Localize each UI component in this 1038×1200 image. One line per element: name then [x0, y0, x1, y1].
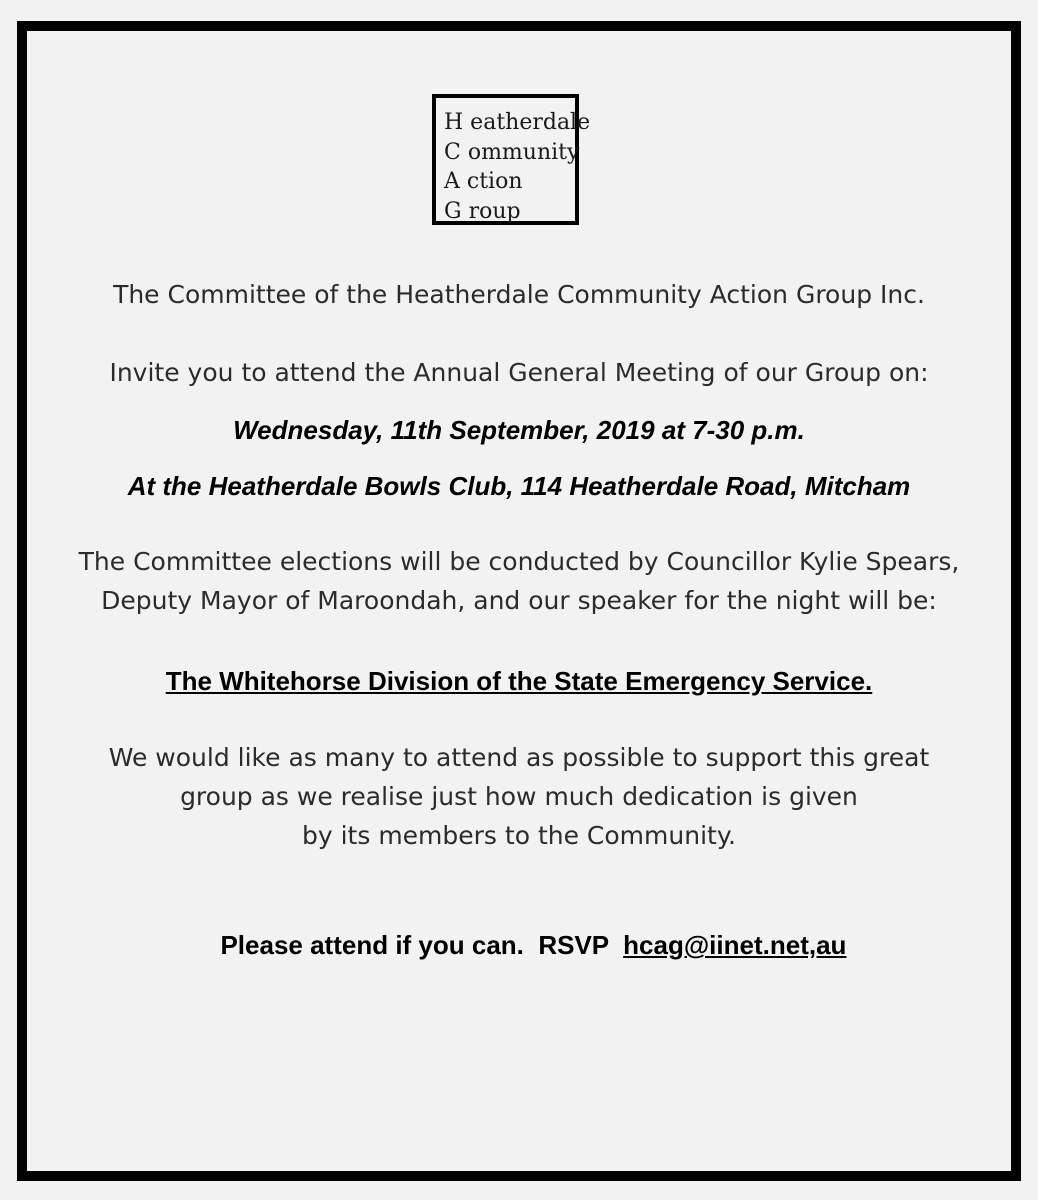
rsvp-line — [27, 899, 1011, 992]
notice-frame — [17, 21, 1021, 1181]
logo-line-a: A ction — [444, 169, 523, 194]
support-line-1: We would like as many to attend as possible to support this great — [108, 743, 930, 772]
meeting-venue: At the Heatherdale Bowls Club, 114 Heatherdale Road, Mitcham — [127, 471, 911, 501]
logo-line-g: G roup — [444, 198, 521, 224]
elections-line-2: Deputy Mayor of Maroondah, and our speaker for the night will be: — [101, 586, 937, 615]
speaker-name: The Whitehorse Division of the State Emergency Service. — [165, 666, 873, 696]
support-line-3: by its members to the Community. — [301, 821, 736, 850]
meeting-date: Wednesday, 11th September, 2019 at 7-30 p.m. — [233, 415, 805, 445]
rsvp-text: Please attend if you can. RSVP — [220, 930, 624, 960]
elections-line-1: The Committee elections will be conducted by Councillor Kylie Spears, — [78, 547, 960, 576]
logo-line-c: C ommunity — [444, 139, 580, 165]
committee-line: The Committee of the Heatherdale Community Action Group Inc. — [113, 280, 925, 309]
rsvp-email-link[interactable]: hcag@iinet.net,au — [623, 930, 847, 960]
invite-line: Invite you to attend the Annual General Meeting of our Group on: — [109, 358, 929, 387]
logo-line-h: H eatherdale — [444, 110, 591, 135]
group-logo — [432, 94, 591, 225]
support-line-2: group as we realise just how much dedication is given — [180, 782, 858, 811]
